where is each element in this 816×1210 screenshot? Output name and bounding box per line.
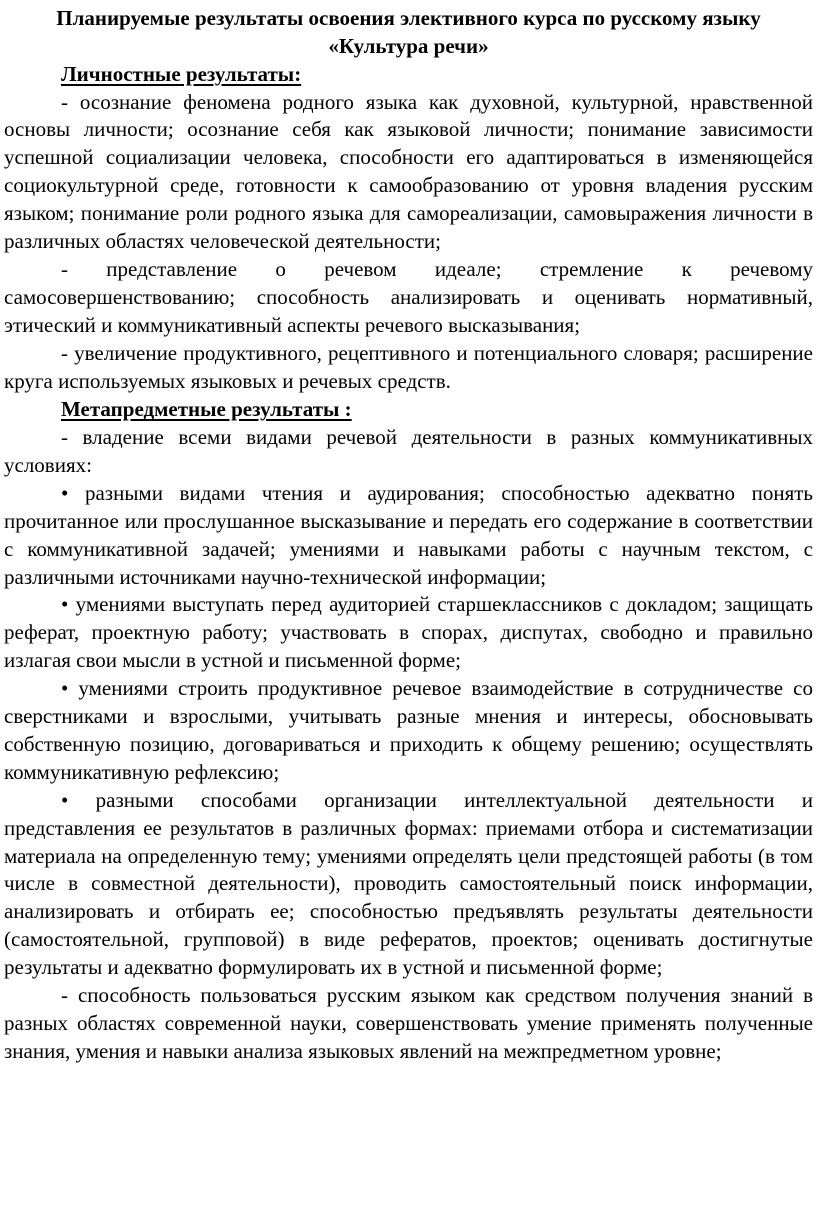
- paragraph: - осознание феномена родного языка как духовной, культурной, нравственной основы личности; осознание себя как языковой личности; понимание зависимости успешной социализации человека, способности его адаптироваться в изменяющейся социокультурной среде, готовности к самообразованию от уровня владения русским языком; понимание роли родного языка для самореализации, самовыражения личности в различных областях человеческой деятельности;: [4, 89, 813, 254]
- paragraph: - способность пользоваться русским языком как средством получения знаний в разных областях современной науки, совершенствовать умение применять полученные знания, умения и навыки анализа языковых явлений на межпредметном уровне;: [4, 983, 813, 1063]
- section-heading-metasubject: Метапредметные результаты :: [61, 397, 352, 422]
- paragraph: - представление о речевом идеале; стремление к речевому самосовершенствованию; способность анализировать и оценивать нормативный, этический и коммуникативный аспекты речевого высказывания;: [4, 256, 813, 337]
- section-metasubject-results: [4, 395, 813, 1065]
- bullet-paragraph: • разными видами чтения и аудирования; способностью адекватно понять прочитанное или прослушанное высказывание и передать его содержание в соответствии с коммуникативной задачей; умениями и навыками работы с научным текстом, с различными источниками научно-технической информации;: [4, 480, 813, 589]
- section-personal-results: [4, 60, 813, 395]
- paragraph: - увеличение продуктивного, рецептивного и потенциального словаря; расширение круга используемых языковых и речевых средств.: [4, 340, 813, 393]
- bullet-paragraph: • умениями строить продуктивное речевое взаимодействие в сотрудничестве со сверстниками и взрослыми, учитывать разные мнения и интересы, обосновывать собственную позицию, договариваться и приходить к общему решению; осуществлять коммуникативную рефлексию;: [4, 676, 813, 784]
- bullet-paragraph: • умениями выступать перед аудиторией старшеклассников с докладом; защищать реферат, проектную работу; участвовать в спорах, диспутах, свободно и правильно излагая свои мысли в устной и письменной форме;: [4, 592, 813, 673]
- bullet-paragraph: • разными способами организации интеллектуальной деятельности и представления ее результатов в различных формах: приемами отбора и систематизации материала на определенную тему; умениями определять цели предстоящей работы (в том числе в совместной деятельности), проводить самостоятельный поиск информации, анализировать и отбирать ее; способностью предъявлять результаты деятельности (самостоятельной, групповой) в виде рефератов, проектов; оценивать достигнутые результаты и адекватно формулировать их в устной и письменной форме;: [4, 787, 813, 980]
- paragraph: - владение всеми видами речевой деятельности в разных коммуникативных условиях:: [4, 424, 813, 477]
- document-title: Планируемые результаты освоения элективного курса по русскому языку «Культура речи»: [56, 6, 761, 58]
- section-heading-personal: Личностные результаты:: [61, 62, 302, 86]
